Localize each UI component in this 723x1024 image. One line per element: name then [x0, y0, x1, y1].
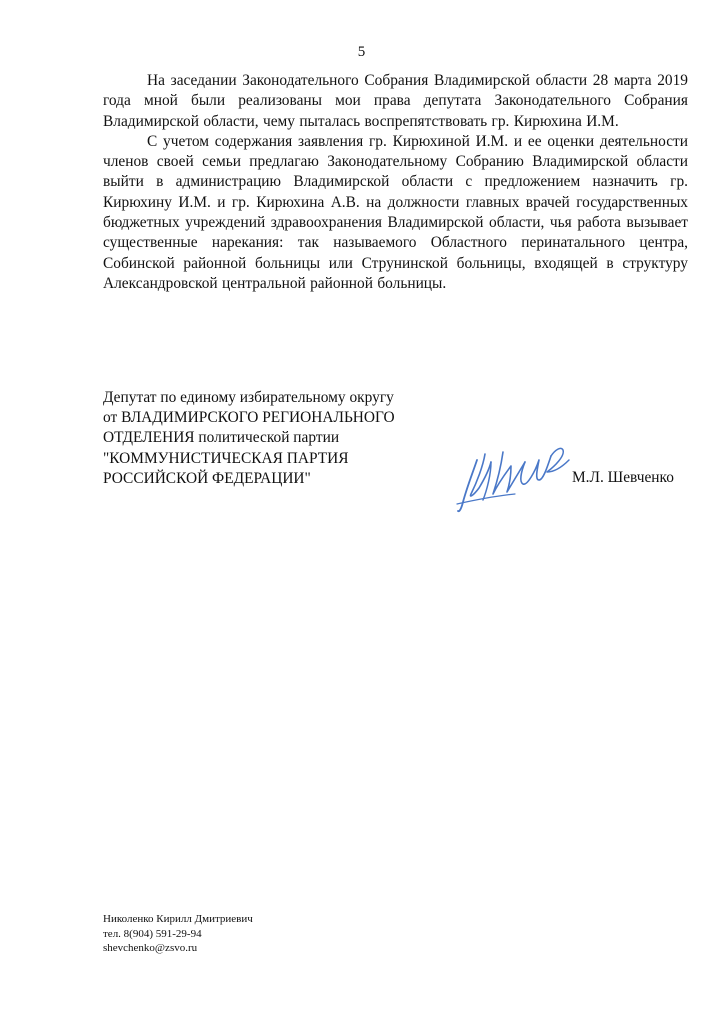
paragraph: На заседании Законодательного Собрания Владимирской области 28 марта 2019 года мной были реализованы мои права депутата Законодательного Собрания Владимирской области, чему пыталась воспрепятствовать гр. Кирюхина И.М.	[103, 72, 688, 130]
contact-name: Николенко Кирилл Дмитриевич	[103, 913, 253, 925]
paragraph: С учетом содержания заявления гр. Кирюхиной И.М. и ее оценки деятельности членов своей семьи предлагаю Законодательному Собранию Владимирской области выйти в администрацию Владимирской области с предложением назначить гр. Кирюхину И.М. и гр. Кирюхина А.В. на должности главных врачей государственных бюджетных учреждений здравоохранения Владимирской области, чья работа вызывает существенные нарекания: так называемого Областного перинатального центра, Собинской районной больницы или Струнинской больницы, входящей в структуру Александровской центральной районной больницы.	[103, 132, 688, 292]
contact-email: shevchenko@zsvo.ru	[103, 942, 198, 955]
letter-body	[103, 71, 688, 294]
signatory-title-line: ОТДЕЛЕНИЯ политической партии	[103, 429, 340, 447]
contact-info	[103, 912, 253, 956]
handwritten-signature	[455, 432, 575, 514]
signatory-title-line: РОССИЙСКОЙ ФЕДЕРАЦИИ"	[103, 469, 311, 487]
signer-name: М.Л. Шевченко	[572, 469, 674, 486]
signatory-title-block	[103, 388, 463, 489]
signatory-title-line: Депутат по единому избирательному округу	[103, 389, 394, 406]
page-number: 5	[357, 44, 366, 60]
signatory-title-line: от ВЛАДИМИРСКОГО РЕГИОНАЛЬНОГО	[103, 409, 395, 427]
contact-phone: тел. 8(904) 591-29-94	[103, 927, 202, 940]
signatory-title-line: "КОММУНИСТИЧЕСКАЯ ПАРТИЯ	[103, 449, 349, 467]
